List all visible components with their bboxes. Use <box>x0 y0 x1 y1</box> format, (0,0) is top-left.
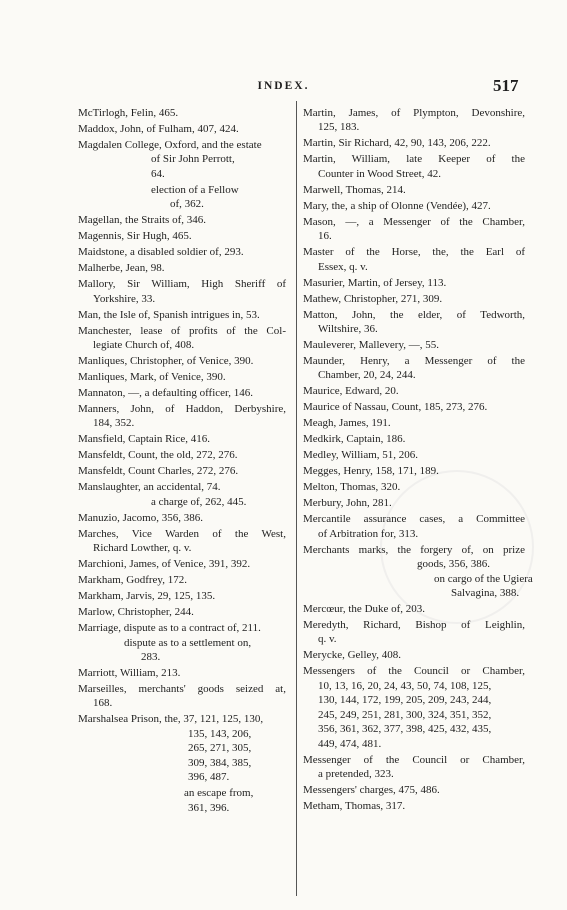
index-entry-line: Mallory, Sir William, High Sheriff of <box>78 278 286 291</box>
index-entry-line: Messengers of the Council or Chamber, <box>303 665 525 678</box>
index-entry <box>78 589 286 603</box>
index-entry-line: 130, 144, 172, 199, 205, 209, 243, 244, <box>318 694 492 707</box>
index-entry-line: of, 362. <box>170 198 204 211</box>
index-entry-line: Martin, William, late Keeper of the <box>303 153 525 166</box>
index-entry <box>78 354 286 368</box>
header-title: INDEX. <box>257 80 310 92</box>
index-entry-line: goods, 356, 386. <box>417 558 491 571</box>
index-entry-line: Melton, Thomas, 320. <box>303 481 401 494</box>
index-entry <box>303 136 525 150</box>
index-entry <box>78 370 286 384</box>
index-column-left <box>78 106 286 817</box>
index-entry-line: Marchioni, James, of Venice, 391, 392. <box>78 558 251 571</box>
index-entry <box>303 400 525 414</box>
index-entry-line: 361, 396. <box>188 801 230 814</box>
index-entry-line: Maurice of Nassau, Count, 185, 273, 276. <box>303 401 488 414</box>
index-entry-line: Martin, Sir Richard, 42, 90, 143, 206, 222. <box>303 137 491 150</box>
index-entry-line: Mercantile assurance cases, a Committee <box>303 513 525 526</box>
index-entry-line: Matton, John, the elder, of Tedworth, <box>303 308 525 321</box>
index-entry <box>78 786 286 815</box>
index-entry-line: 356, 361, 362, 377, 398, 425, 432, 435, <box>318 723 492 736</box>
index-entry <box>78 277 286 306</box>
index-entry-line: on cargo of the Ugiera <box>434 572 533 585</box>
index-entry-line: Manchester, lease of profits of the Col- <box>78 324 286 337</box>
index-entry-line: Man, the Isle of, Spanish intrigues in, 53. <box>78 308 260 321</box>
index-entry <box>78 229 286 243</box>
index-entry-line: Mansfeldt, Count, the old, 272, 276. <box>78 449 238 462</box>
index-entry-line: an escape from, <box>184 787 254 800</box>
index-entry <box>303 618 525 647</box>
index-entry-line: Marriott, William, 213. <box>78 667 181 680</box>
index-entry <box>303 308 525 337</box>
page-number: 517 <box>493 76 519 95</box>
index-entry-line: Marlow, Christopher, 244. <box>78 606 194 619</box>
index-entry <box>303 152 525 181</box>
index-entry-line: Mercœur, the Duke of, 203. <box>303 603 426 616</box>
index-entry-line: 396, 487. <box>188 771 230 784</box>
index-entry <box>303 245 525 274</box>
index-entry-line: Medkirk, Captain, 186. <box>303 433 406 446</box>
index-entry <box>78 573 286 587</box>
index-entry-line: election of a Fellow <box>151 183 239 196</box>
index-entry <box>303 215 525 244</box>
index-entry <box>303 199 525 213</box>
index-entry-line: Magennis, Sir Hugh, 465. <box>78 230 192 243</box>
index-entry <box>303 432 525 446</box>
index-entry-line: Merycke, Gelley, 408. <box>303 649 401 662</box>
index-entry-line: Mannaton, —, a defaulting officer, 146. <box>78 387 254 400</box>
index-entry-line: 125, 183. <box>318 121 360 134</box>
index-entry <box>303 384 525 398</box>
index-entry-line: legiate Church of, 408. <box>93 339 195 352</box>
index-entry <box>303 106 525 135</box>
index-entry-line: Megges, Henry, 158, 171, 189. <box>303 465 439 478</box>
index-entry <box>78 464 286 478</box>
index-entry <box>303 338 525 352</box>
index-entry-line: 64. <box>151 167 165 180</box>
index-entry-line: Chamber, 20, 24, 244. <box>318 369 416 382</box>
index-entry <box>78 448 286 462</box>
index-entry <box>78 183 286 212</box>
index-entry <box>78 432 286 446</box>
index-entry <box>78 712 286 784</box>
index-entry-line: 283. <box>141 651 161 664</box>
index-entry-line: Marches, Vice Warden of the West, <box>78 527 286 540</box>
index-entry <box>303 292 525 306</box>
index-entry-line: q. v. <box>318 633 337 646</box>
index-entry-line: a charge of, 262, 445. <box>151 495 247 508</box>
index-entry-line: Mauleverer, Mallevery, —, 55. <box>303 339 439 352</box>
index-entry-line: 245, 249, 251, 281, 300, 324, 351, 352, <box>318 708 492 721</box>
index-entry <box>78 308 286 322</box>
index-entry-line: Masurier, Martin, of Jersey, 113. <box>303 276 447 289</box>
index-entry <box>78 621 286 664</box>
index-entry-line: Meagh, James, 191. <box>303 417 391 430</box>
index-entry-line: Messenger of the Council or Chamber, <box>303 753 525 766</box>
index-entry <box>303 664 525 750</box>
index-entry <box>303 354 525 383</box>
index-entry-line: Malherbe, Jean, 98. <box>78 262 165 275</box>
index-entry-line: Manuzio, Jacomo, 356, 386. <box>78 511 203 524</box>
index-entry-line: 184, 352. <box>93 417 135 430</box>
index-entry-line: Mason, —, a Messenger of the Chamber, <box>303 215 525 228</box>
index-entry <box>303 276 525 290</box>
index-entry <box>303 783 525 797</box>
index-entry-line: Yorkshire, 33. <box>93 292 156 305</box>
index-entry <box>78 324 286 353</box>
index-entry <box>78 122 286 136</box>
index-entry-line: a pretended, 323. <box>318 767 394 780</box>
index-entry-line: Maurice, Edward, 20. <box>303 385 399 398</box>
index-entry <box>78 511 286 525</box>
index-entry-line: 265, 271, 305, <box>188 742 252 755</box>
index-entry-line: 10, 13, 16, 20, 24, 43, 50, 74, 108, 125, <box>318 679 492 692</box>
index-entry-line: 16. <box>318 230 332 243</box>
index-entry <box>78 527 286 556</box>
index-entry-line: Manslaughter, an accidental, 74. <box>78 481 221 494</box>
index-entry-line: Manliques, Christopher, of Venice, 390. <box>78 355 254 368</box>
index-entry-line: Magdalen College, Oxford, and the estate <box>78 139 262 151</box>
index-entry-line: Salvagina, 388. <box>451 587 520 600</box>
index-entry-line: Markham, Godfrey, 172. <box>78 574 187 587</box>
index-entry-line: Maidstone, a disabled soldier of, 293. <box>78 246 244 259</box>
index-entry-line: Manners, John, of Haddon, Derbyshire, <box>78 403 286 416</box>
index-entry-line: Meredyth, Richard, Bishop of Leighlin, <box>303 619 525 632</box>
index-entry-line: Mansfield, Captain Rice, 416. <box>78 433 210 446</box>
index-entry <box>78 666 286 680</box>
index-entry <box>303 753 525 782</box>
index-entry-line: Richard Lowther, q. v. <box>93 542 192 555</box>
index-entry <box>78 261 286 275</box>
index-entry <box>303 464 525 478</box>
index-entry-line: Messengers' charges, 475, 486. <box>303 783 440 796</box>
page-header <box>0 76 567 100</box>
index-entry-line: Merchants marks, the forgery of, on prize <box>303 543 525 556</box>
index-entry-line: Maunder, Henry, a Messenger of the <box>303 355 525 368</box>
index-entry-line: Metham, Thomas, 317. <box>303 799 406 812</box>
index-entry <box>78 557 286 571</box>
index-entry <box>78 402 286 431</box>
index-entry-line: 449, 474, 481. <box>318 737 382 750</box>
index-entry-line: Martin, James, of Plympton, Devonshire, <box>303 107 525 119</box>
index-entry-line: Mary, the, a ship of Olonne (Vendée), 427. <box>303 199 491 212</box>
index-entry <box>303 416 525 430</box>
index-entry-line: Marriage, dispute as to a contract of, 211. <box>78 622 261 635</box>
index-entry-line: of Arbitration for, 313. <box>318 527 419 540</box>
index-entry <box>303 799 525 813</box>
index-entry <box>303 183 525 197</box>
index-entry-line: 135, 143, 206, <box>188 727 252 740</box>
index-entry-line: Marseilles, merchants' goods seized at, <box>78 683 286 696</box>
index-entry-line: Maddox, John, of Fulham, 407, 424. <box>78 123 239 135</box>
index-entry-line: Merbury, John, 281. <box>303 497 392 510</box>
index-entry <box>78 245 286 259</box>
index-entry-line: Markham, Jarvis, 29, 125, 135. <box>78 590 216 603</box>
index-entry-line: Wiltshire, 36. <box>318 323 378 336</box>
index-entry-line: 168. <box>93 697 113 710</box>
index-entry-line: 309, 384, 385, <box>188 756 252 769</box>
index-entry-line: Mathew, Christopher, 271, 309. <box>303 292 443 305</box>
index-entry <box>303 448 525 462</box>
index-entry-line: Magellan, the Straits of, 346. <box>78 214 207 227</box>
index-entry-line: Manliques, Mark, of Venice, 390. <box>78 371 226 384</box>
index-entry-line: McTirlogh, Felin, 465. <box>78 107 179 119</box>
index-entry <box>78 386 286 400</box>
index-entry-line: Marshalsea Prison, the, 37, 121, 125, 130, <box>78 713 264 726</box>
index-entry-line: Master of the Horse, the, the Earl of <box>303 246 525 259</box>
index-entry <box>78 106 286 120</box>
index-entry-line: Essex, q. v. <box>318 260 368 273</box>
index-entry <box>78 605 286 619</box>
index-entry <box>78 213 286 227</box>
index-entry-line: Mansfeldt, Count Charles, 272, 276. <box>78 465 239 478</box>
watermark-seal <box>380 470 534 624</box>
index-entry <box>78 682 286 711</box>
index-entry-line: Marwell, Thomas, 214. <box>303 183 406 196</box>
index-entry-line: of Sir John Perrott, <box>151 153 235 166</box>
index-entry <box>78 138 286 181</box>
index-entry <box>78 480 286 509</box>
index-entry-line: Counter in Wood Street, 42. <box>318 167 441 180</box>
index-entry <box>303 648 525 662</box>
index-entry-line: Medley, William, 51, 206. <box>303 449 419 462</box>
index-entry-line: dispute as to a settlement on, <box>124 636 252 649</box>
